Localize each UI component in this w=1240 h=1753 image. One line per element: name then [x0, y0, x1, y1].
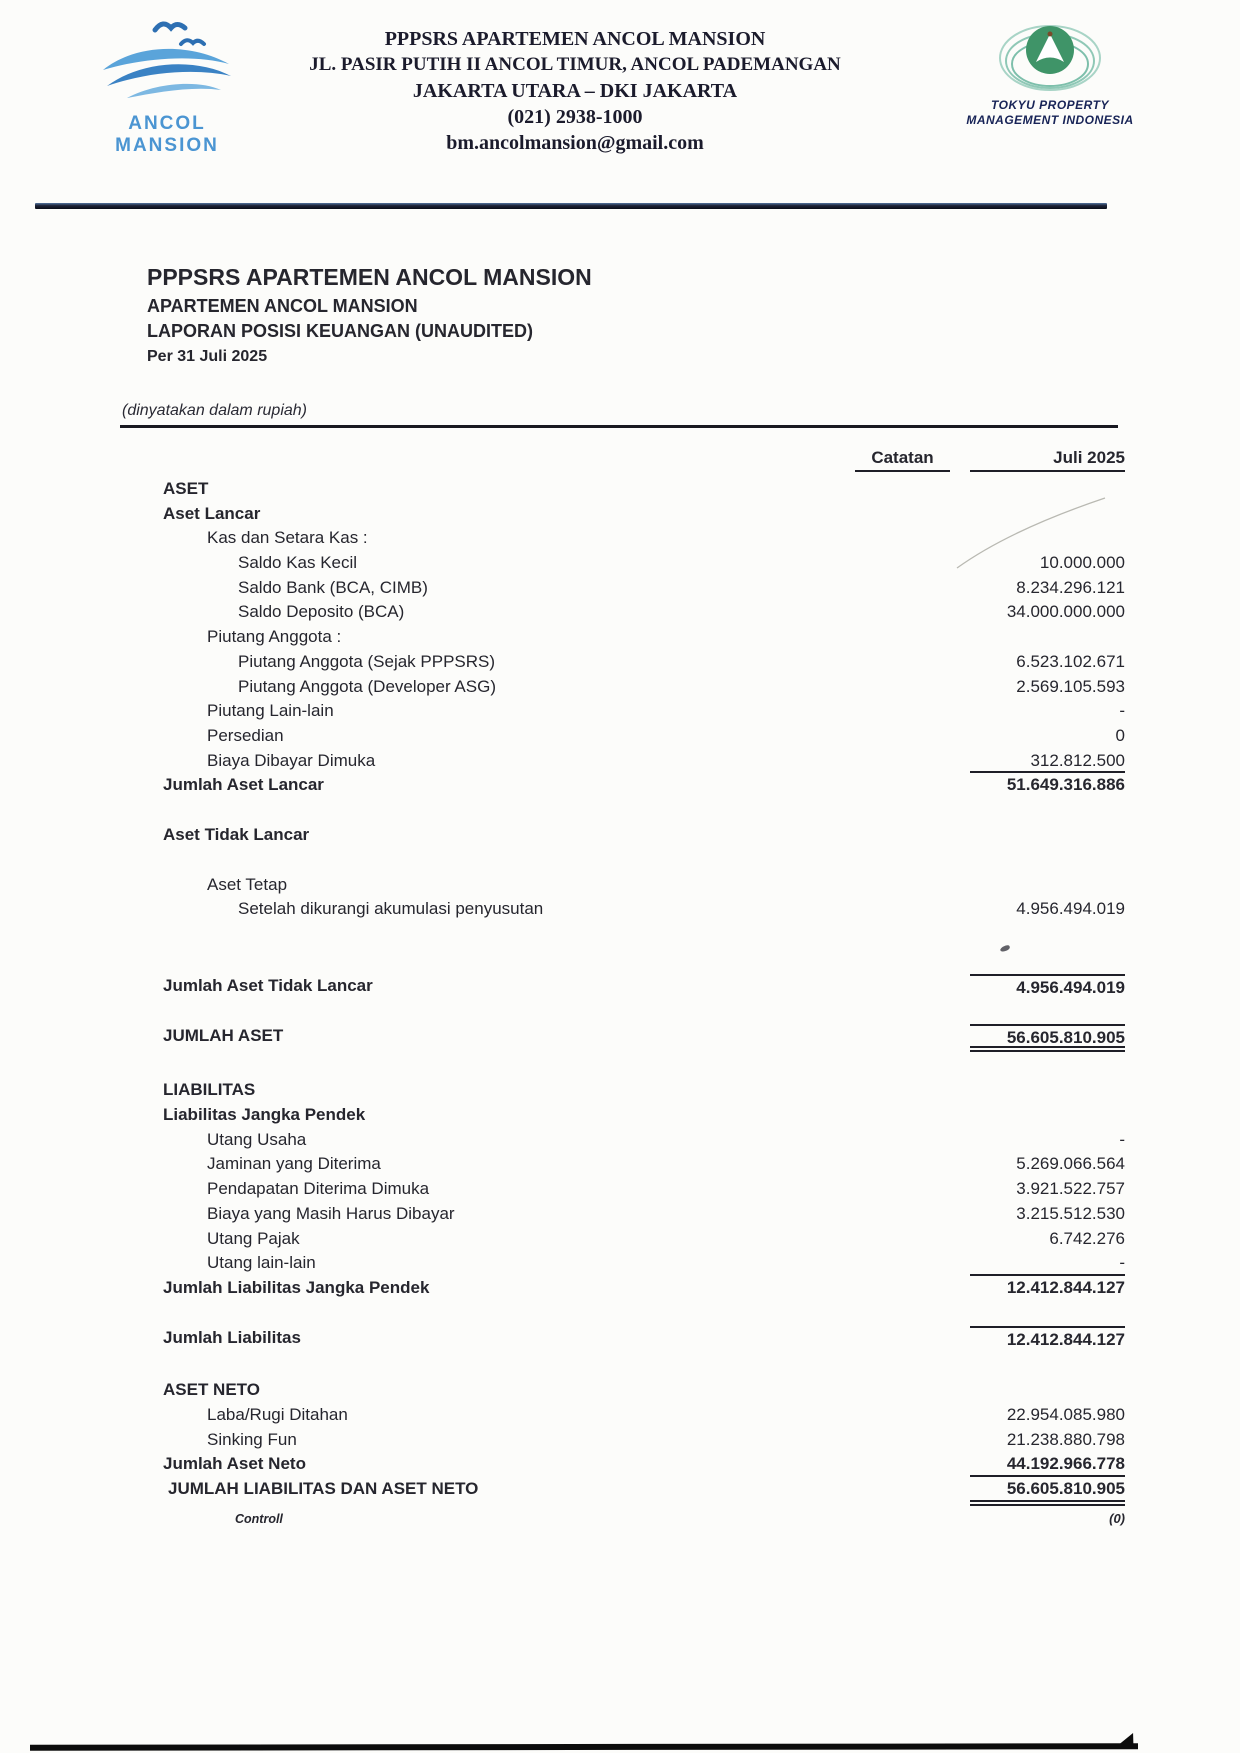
- catatan-laba-rugi-ditahan: [855, 1403, 950, 1428]
- catatan-saldo-bank: [855, 576, 950, 601]
- row-persedian: [160, 724, 1125, 749]
- catatan-kas-dan-setara-kas: [855, 526, 950, 551]
- value-jumlah-aset: 56.605.810.905: [970, 1024, 1125, 1049]
- catatan-aset-tidak-lancar: [855, 823, 950, 848]
- value-kas-dan-setara-kas: [970, 526, 1125, 551]
- label-aset-tidak-lancar: Aset Tidak Lancar: [163, 824, 310, 844]
- row-pendapatan-diterima-dimuka: [160, 1177, 1125, 1202]
- statement-rows: [160, 477, 1125, 1531]
- tokyu-property-logo: [890, 12, 1210, 128]
- catatan-setelah-dikurangi-akumulasi-penyusutan: [855, 897, 950, 922]
- value-sinking-fun: 21.238.880.798: [1006, 1429, 1125, 1449]
- value-persedian: 0: [1115, 725, 1125, 745]
- letterhead-address-line: JL. PASIR PUTIH II ANCOL TIMUR, ANCOL PADEMANGAN: [309, 54, 841, 75]
- value-biaya-dibayar-dimuka: 312.812.500: [970, 749, 1125, 774]
- label-jumlah-aset-tidak-lancar: Jumlah Aset Tidak Lancar: [163, 976, 373, 995]
- catatan-aset-tetap: [855, 873, 950, 898]
- ancol-mansion-waves-birds-icon: [97, 14, 237, 106]
- value-utang-lain-lain: -: [970, 1251, 1125, 1276]
- catatan-jumlah-aset-neto: [855, 1452, 950, 1477]
- label-liabilitas: LIABILITAS: [163, 1080, 256, 1100]
- tokyu-logo-text-line2: MANAGEMENT INDONESIA: [966, 113, 1134, 127]
- row-utang-lain-lain: [160, 1251, 1125, 1276]
- label-setelah-dikurangi-akumulasi-penyusutan: Setelah dikurangi akumulasi penyusutan: [238, 899, 544, 919]
- label-utang-pajak: Utang Pajak: [207, 1228, 300, 1248]
- row-controll: [160, 1507, 1125, 1532]
- row-utang-pajak: [160, 1227, 1125, 1252]
- value-utang-usaha: -: [1119, 1129, 1125, 1149]
- value-laba-rugi-ditahan: 22.954.085.980: [1006, 1404, 1125, 1424]
- row-setelah-dikurangi-akumulasi-penyusutan: [160, 897, 1125, 922]
- value-jaminan-yang-diterima: 5.269.066.564: [1016, 1154, 1125, 1174]
- report-period: Per 31 Juli 2025: [147, 348, 268, 365]
- row-aset: [160, 477, 1125, 502]
- row-biaya-yang-masih-harus-dibayar: [160, 1202, 1125, 1227]
- catatan-piutang-anggota-developer-asg: [855, 675, 950, 700]
- value-liabilitas-jangka-pendek: [970, 1103, 1125, 1128]
- value-jumlah-aset-tidak-lancar: 4.956.494.019: [970, 974, 1125, 999]
- label-aset-neto: ASET NETO: [163, 1380, 260, 1400]
- catatan-persedian: [855, 724, 950, 749]
- row-jumlah-liabilitas-jangka-pendek: [160, 1276, 1125, 1301]
- value-jumlah-aset-lancar: 51.649.316.886: [1006, 775, 1125, 795]
- value-liabilitas: [970, 1078, 1125, 1103]
- statement-of-financial-position: [160, 443, 1125, 1531]
- catatan-jumlah-liabilitas: [855, 1326, 950, 1351]
- catatan-utang-pajak: [855, 1227, 950, 1252]
- catatan-utang-lain-lain: [855, 1251, 950, 1276]
- row-liabilitas: [160, 1078, 1125, 1103]
- letterhead-text-block: [270, 26, 880, 156]
- catatan-aset-neto: [855, 1378, 950, 1403]
- row-jumlah-liabilitas: [160, 1326, 1125, 1351]
- value-jumlah-liabilitas-jangka-pendek: 12.412.844.127: [1006, 1277, 1125, 1297]
- row-biaya-dibayar-dimuka: [160, 749, 1125, 774]
- row-jumlah-aset-tidak-lancar: [160, 974, 1125, 999]
- value-aset: [970, 477, 1125, 502]
- row-piutang-anggota-sejak-pppsrs: [160, 650, 1125, 675]
- row-aset-lancar: [160, 502, 1125, 527]
- label-controll: Controll: [235, 1511, 283, 1526]
- label-utang-usaha: Utang Usaha: [207, 1129, 307, 1149]
- row-liabilitas-jangka-pendek: [160, 1103, 1125, 1128]
- value-biaya-yang-masih-harus-dibayar: 3.215.512.530: [1016, 1203, 1125, 1223]
- header-divider-rule: [35, 203, 1107, 209]
- value-jumlah-liabilitas-dan-aset-neto: 56.605.810.905: [970, 1477, 1125, 1502]
- label-sinking-fun: Sinking Fun: [207, 1429, 297, 1449]
- tokyu-emblem-icon: [995, 12, 1105, 98]
- report-building-title: APARTEMEN ANCOL MANSION: [147, 296, 418, 316]
- report-statement-title: LAPORAN POSISI KEUANGAN (UNAUDITED): [147, 321, 534, 341]
- value-piutang-anggota-developer-asg: 2.569.105.593: [1016, 676, 1125, 696]
- value-saldo-deposito: 34.000.000.000: [1006, 602, 1125, 622]
- catatan-liabilitas: [855, 1078, 950, 1103]
- row-aset-neto: [160, 1378, 1125, 1403]
- label-piutang-lain-lain: Piutang Lain-lain: [207, 701, 334, 721]
- label-aset-tetap: Aset Tetap: [207, 874, 288, 894]
- catatan-aset: [855, 477, 950, 502]
- letterhead-email: bm.ancolmansion@gmail.com: [446, 132, 704, 154]
- row-utang-usaha: [160, 1128, 1125, 1153]
- row-piutang-lain-lain: [160, 699, 1125, 724]
- value-aset-neto: [970, 1378, 1125, 1403]
- row-jumlah-aset-neto: [160, 1452, 1125, 1477]
- label-kas-dan-setara-kas: Kas dan Setara Kas :: [207, 528, 368, 548]
- label-aset-lancar: Aset Lancar: [163, 503, 261, 523]
- value-saldo-kas-kecil: 10.000.000: [1039, 553, 1125, 573]
- catatan-biaya-yang-masih-harus-dibayar: [855, 1202, 950, 1227]
- label-aset: ASET: [163, 479, 209, 498]
- label-pendapatan-diterima-dimuka: Pendapatan Diterima Dimuka: [207, 1179, 430, 1199]
- label-saldo-bank: Saldo Bank (BCA, CIMB): [238, 577, 428, 597]
- label-saldo-deposito: Saldo Deposito (BCA): [238, 602, 405, 622]
- catatan-sinking-fun: [855, 1428, 950, 1453]
- label-jumlah-liabilitas-jangka-pendek: Jumlah Liabilitas Jangka Pendek: [163, 1277, 430, 1297]
- value-controll: (0): [1109, 1510, 1125, 1526]
- label-jumlah-aset-lancar: Jumlah Aset Lancar: [163, 775, 324, 795]
- row-jumlah-liabilitas-dan-aset-neto: [160, 1477, 1125, 1502]
- value-setelah-dikurangi-akumulasi-penyusutan: 4.956.494.019: [1016, 899, 1125, 919]
- catatan-jumlah-aset: [855, 1024, 950, 1049]
- note-underline-rule: [120, 425, 1118, 428]
- currency-note: (dinyatakan dalam rupiah): [122, 402, 307, 419]
- label-jumlah-liabilitas: Jumlah Liabilitas: [163, 1327, 301, 1347]
- catatan-jumlah-liabilitas-dan-aset-neto: [855, 1477, 950, 1502]
- ancol-mansion-logo: [92, 14, 242, 157]
- value-piutang-anggota: [970, 625, 1125, 650]
- row-piutang-anggota: [160, 625, 1125, 650]
- value-aset-tidak-lancar: [970, 823, 1125, 848]
- row-jaminan-yang-diterima: [160, 1152, 1125, 1177]
- column-header-catatan: Catatan: [855, 448, 950, 472]
- tokyu-logo-text-line1: TOKYU PROPERTY: [991, 98, 1109, 112]
- row-kas-dan-setara-kas: [160, 526, 1125, 551]
- value-piutang-lain-lain: -: [1119, 701, 1125, 721]
- ancol-mansion-logo-text: ANCOL MANSION: [115, 113, 219, 156]
- label-laba-rugi-ditahan: Laba/Rugi Ditahan: [207, 1404, 348, 1424]
- value-jumlah-liabilitas: 12.412.844.127: [970, 1326, 1125, 1351]
- catatan-aset-lancar: [855, 502, 950, 527]
- label-jumlah-aset: JUMLAH ASET: [163, 1025, 284, 1045]
- report-org-title: PPPSRS APARTEMEN ANCOL MANSION: [147, 264, 592, 290]
- value-utang-pajak: 6.742.276: [1049, 1228, 1125, 1248]
- letterhead-org-name: PPPSRS APARTEMEN ANCOL MANSION: [384, 28, 766, 50]
- letterhead-phone: (021) 2938-1000: [507, 106, 643, 128]
- label-saldo-kas-kecil: Saldo Kas Kecil: [238, 553, 358, 573]
- catatan-liabilitas-jangka-pendek: [855, 1103, 950, 1128]
- label-piutang-anggota: Piutang Anggota :: [207, 627, 342, 647]
- catatan-pendapatan-diterima-dimuka: [855, 1177, 950, 1202]
- scan-edge-strip: [30, 1743, 1138, 1751]
- label-jumlah-aset-neto: Jumlah Aset Neto: [163, 1454, 306, 1474]
- row-jumlah-aset: [160, 1024, 1125, 1049]
- catatan-biaya-dibayar-dimuka: [855, 749, 950, 774]
- catatan-jumlah-liabilitas-jangka-pendek: [855, 1276, 950, 1301]
- row-piutang-anggota-developer-asg: [160, 675, 1125, 700]
- row-aset-tetap: [160, 873, 1125, 898]
- column-header-row: [160, 443, 1125, 472]
- letterhead-city-line: JAKARTA UTARA – DKI JAKARTA: [412, 80, 738, 102]
- catatan-jaminan-yang-diterima: [855, 1152, 950, 1177]
- label-piutang-anggota-developer-asg: Piutang Anggota (Developer ASG): [238, 676, 496, 696]
- catatan-jumlah-aset-lancar: [855, 773, 950, 798]
- value-pendapatan-diterima-dimuka: 3.921.522.757: [1016, 1179, 1125, 1199]
- catatan-jumlah-aset-tidak-lancar: [855, 974, 950, 999]
- label-biaya-dibayar-dimuka: Biaya Dibayar Dimuka: [207, 750, 376, 770]
- value-jumlah-aset-neto: 44.192.966.778: [970, 1452, 1125, 1477]
- catatan-piutang-lain-lain: [855, 699, 950, 724]
- value-piutang-anggota-sejak-pppsrs: 6.523.102.671: [1016, 651, 1125, 671]
- row-saldo-kas-kecil: [160, 551, 1125, 576]
- catatan-utang-usaha: [855, 1128, 950, 1153]
- column-header-juli-2025: Juli 2025: [970, 448, 1125, 472]
- label-liabilitas-jangka-pendek: Liabilitas Jangka Pendek: [163, 1105, 366, 1125]
- catatan-controll: [855, 1507, 950, 1532]
- value-saldo-bank: 8.234.296.121: [1016, 577, 1125, 597]
- row-saldo-deposito: [160, 600, 1125, 625]
- label-piutang-anggota-sejak-pppsrs: Piutang Anggota (Sejak PPPSRS): [238, 651, 496, 671]
- row-saldo-bank: [160, 576, 1125, 601]
- label-utang-lain-lain: Utang lain-lain: [207, 1253, 316, 1273]
- label-jumlah-liabilitas-dan-aset-neto: JUMLAH LIABILITAS DAN ASET NETO: [168, 1479, 479, 1498]
- catatan-saldo-kas-kecil: [855, 551, 950, 576]
- row-jumlah-aset-lancar: [160, 773, 1125, 798]
- report-title-block: [147, 260, 592, 370]
- catatan-piutang-anggota: [855, 625, 950, 650]
- label-jaminan-yang-diterima: Jaminan yang Diterima: [207, 1154, 381, 1174]
- row-sinking-fun: [160, 1428, 1125, 1453]
- value-aset-tetap: [970, 873, 1125, 898]
- value-aset-lancar: [970, 502, 1125, 527]
- label-biaya-yang-masih-harus-dibayar: Biaya yang Masih Harus Dibayar: [207, 1203, 455, 1223]
- catatan-saldo-deposito: [855, 600, 950, 625]
- label-persedian: Persedian: [207, 725, 284, 745]
- row-laba-rugi-ditahan: [160, 1403, 1125, 1428]
- catatan-piutang-anggota-sejak-pppsrs: [855, 650, 950, 675]
- row-aset-tidak-lancar: [160, 823, 1125, 848]
